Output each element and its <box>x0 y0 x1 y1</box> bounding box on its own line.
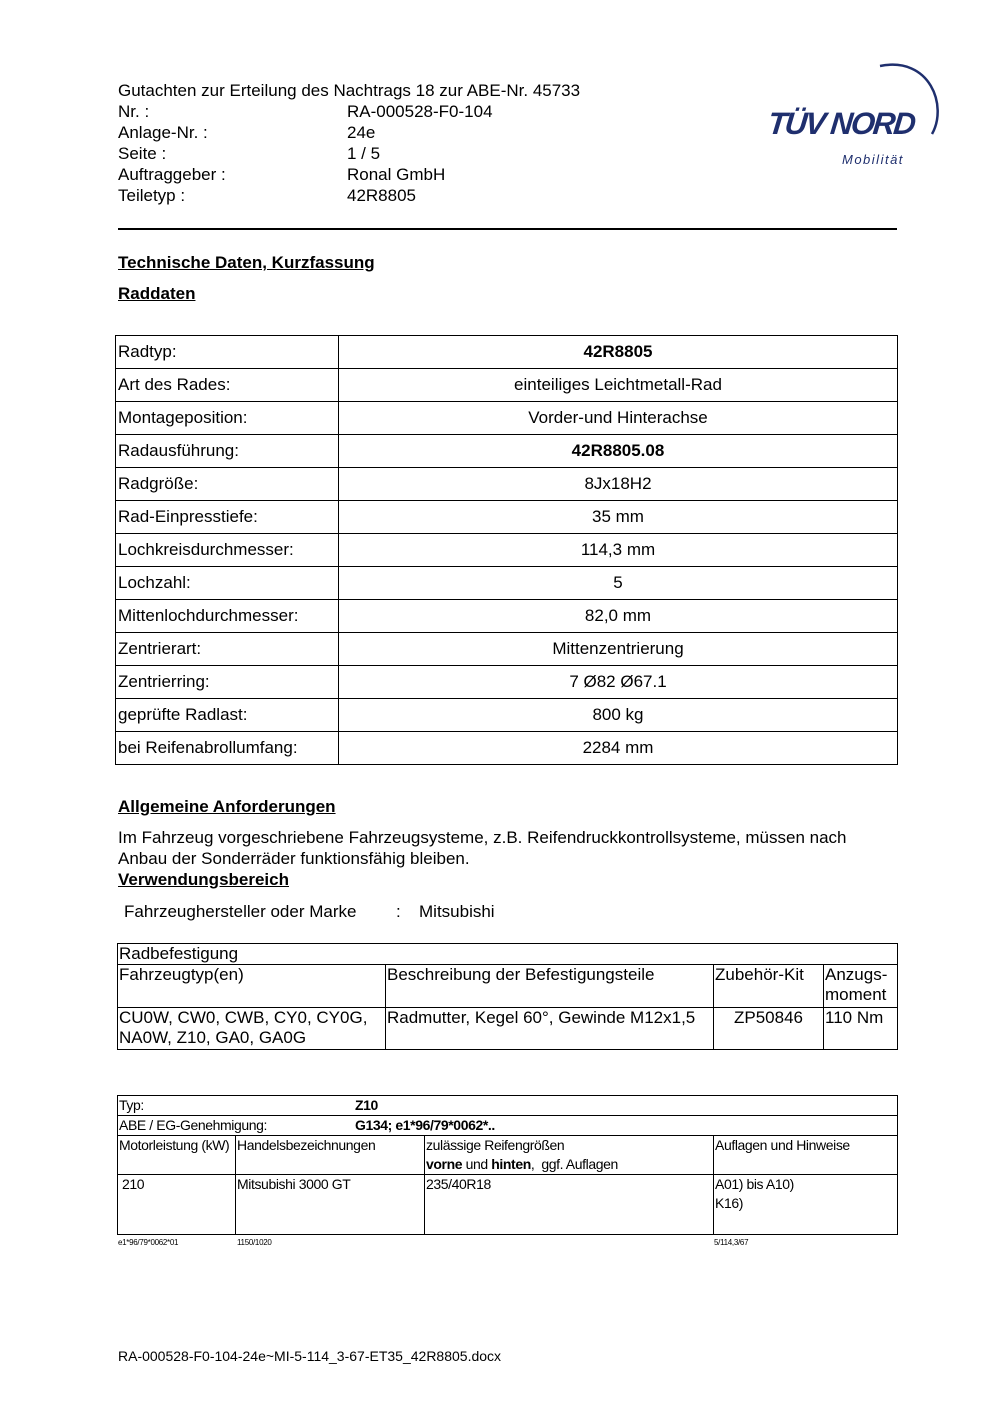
reifen-cell: 235/40R18 <box>425 1175 714 1235</box>
raddaten-value: 114,3 mm <box>339 534 898 567</box>
motor-cell: 210 <box>118 1175 236 1235</box>
heading-raddaten: Raddaten <box>118 284 196 303</box>
table-row <box>116 699 898 732</box>
raddaten-value: 42R8805.08 <box>339 435 898 468</box>
moment-cell: 110 Nm <box>824 1008 898 1050</box>
column-header-auflagen: Auflagen und Hinweise <box>714 1136 898 1175</box>
column-header: Beschreibung der Befestigungsteile <box>386 965 714 1008</box>
hersteller-label: Fahrzeughersteller oder Marke <box>124 902 357 921</box>
small-code-a: e1*96/79*0062*01 <box>118 1238 179 1247</box>
table-row <box>116 666 898 699</box>
raddaten-label: Rad-Einpresstiefe: <box>116 501 339 534</box>
reifen-rest: , ggf. Auflagen <box>530 1156 618 1172</box>
reifen-vorne: vorne <box>426 1156 463 1172</box>
raddaten-label: Zentrierring: <box>116 666 339 699</box>
kit-cell: ZP50846 <box>714 1008 824 1050</box>
raddaten-label: Montageposition: <box>116 402 339 435</box>
radbefestigung-title: Radbefestigung <box>118 944 898 965</box>
raddaten-label: Art des Rades: <box>116 369 339 402</box>
column-header: Zubehör-Kit <box>714 965 824 1008</box>
heading-allgemeine-anforderungen: Allgemeine Anforderungen <box>118 797 336 816</box>
raddaten-label: Radgröße: <box>116 468 339 501</box>
raddaten-value: 8Jx18H2 <box>339 468 898 501</box>
hersteller-separator: : <box>396 902 401 921</box>
raddaten-label: Lochkreisdurchmesser: <box>116 534 339 567</box>
logo-text: TÜV NORD <box>766 106 916 141</box>
field-label-nr: Nr. : <box>118 102 150 121</box>
reifen-und: und <box>462 1156 492 1172</box>
raddaten-label: Mittenlochdurchmesser: <box>116 600 339 633</box>
column-header-reifen <box>425 1136 714 1175</box>
raddaten-label: Radausführung: <box>116 435 339 468</box>
field-label-anlage: Anlage-Nr. : <box>118 123 208 142</box>
raddaten-label: Radtyp: <box>116 336 339 369</box>
table-row <box>116 501 898 534</box>
column-header-handel: Handelsbezeichnungen <box>236 1136 425 1175</box>
table-row <box>116 468 898 501</box>
raddaten-label: Zentrierart: <box>116 633 339 666</box>
table-row <box>118 965 898 1008</box>
raddaten-label: bei Reifenabrollumfang: <box>116 732 339 765</box>
field-value-auftraggeber: Ronal GmbH <box>347 165 446 184</box>
field-label-teiletyp: Teiletyp : <box>118 186 186 205</box>
table-row <box>118 944 898 965</box>
table-row <box>118 1116 898 1136</box>
radbefestigung-table <box>117 943 898 1050</box>
field-value-nr: RA-000528-F0-104 <box>347 102 493 121</box>
fahrzeugtypen-cell: CU0W, CW0, CWB, CY0, CY0G, NA0W, Z10, GA0, GA0G <box>118 1008 386 1050</box>
raddaten-value: 800 kg <box>339 699 898 732</box>
field-label-auftraggeber: Auftraggeber : <box>118 165 226 184</box>
raddaten-value: einteiliges Leichtmetall-Rad <box>339 369 898 402</box>
raddaten-value: Mittenzentrierung <box>339 633 898 666</box>
table-row <box>118 1096 898 1116</box>
typ-value: Z10 <box>355 1097 378 1113</box>
column-header-motor: Motorleistung (kW) <box>118 1136 236 1175</box>
raddaten-value: Vorder-und Hinterachse <box>339 402 898 435</box>
typ-table <box>117 1095 898 1235</box>
heading-technische-daten: Technische Daten, Kurzfassung <box>118 253 375 272</box>
raddaten-value: 42R8805 <box>339 336 898 369</box>
small-code-b: 1150/1020 <box>237 1238 272 1247</box>
table-row <box>116 600 898 633</box>
table-row <box>116 369 898 402</box>
reifen-header-line2 <box>426 1155 712 1174</box>
typ-label: Typ: <box>119 1097 144 1113</box>
handel-cell: Mitsubishi 3000 GT <box>236 1175 425 1235</box>
raddaten-label: Lochzahl: <box>116 567 339 600</box>
table-row <box>116 435 898 468</box>
hersteller-line <box>124 902 495 922</box>
table-row <box>118 1008 898 1050</box>
table-row <box>116 534 898 567</box>
reifen-hinten: hinten <box>491 1156 531 1172</box>
raddaten-value: 5 <box>339 567 898 600</box>
raddaten-value: 2284 mm <box>339 732 898 765</box>
raddaten-table <box>115 335 898 765</box>
table-row <box>116 732 898 765</box>
abe-value: G134; e1*96/79*0062*.. <box>355 1117 495 1133</box>
table-row <box>116 336 898 369</box>
report-title: Gutachten zur Erteilung des Nachtrags 18 zur ABE-Nr. 45733 <box>118 81 581 100</box>
hersteller-value: Mitsubishi <box>419 902 495 921</box>
field-label-seite: Seite : <box>118 144 167 163</box>
header-divider <box>118 228 897 230</box>
raddaten-value: 7 Ø82 Ø67.1 <box>339 666 898 699</box>
field-value-anlage: 24e <box>347 123 376 142</box>
column-header: Anzugs-moment <box>824 965 898 1008</box>
abe-label: ABE / EG-Genehmigung: <box>119 1117 268 1133</box>
column-header: Fahrzeugtyp(en) <box>118 965 386 1008</box>
auflagen-cell <box>714 1175 898 1235</box>
beschreibung-cell: Radmutter, Kegel 60°, Gewinde M12x1,5 <box>386 1008 714 1050</box>
raddaten-label: geprüfte Radlast: <box>116 699 339 732</box>
table-row <box>118 1175 898 1235</box>
table-row <box>116 633 898 666</box>
reifen-header-line1: zulässige Reifengrößen <box>426 1137 565 1153</box>
heading-verwendungsbereich: Verwendungsbereich <box>118 870 289 889</box>
table-row <box>116 402 898 435</box>
header-fields <box>118 101 647 206</box>
field-value-seite: 1 / 5 <box>347 144 381 163</box>
small-code-c: 5/114,3/67 <box>714 1238 749 1247</box>
raddaten-value: 35 mm <box>339 501 898 534</box>
allgemeine-text: Im Fahrzeug vorgeschriebene Fahrzeugsysteme, z.B. Reifendruckkontrollsysteme, müssen nach Anbau der Sonderräder funktionsfähig bleiben. <box>118 828 847 868</box>
table-row <box>116 567 898 600</box>
footer-filename: RA-000528-F0-104-24e~MI-5-114_3-67-ET35_42R8805.docx <box>118 1348 502 1364</box>
logo-subtitle: Mobilität <box>842 152 904 167</box>
table-row <box>118 1136 898 1175</box>
auflagen-line2: K16) <box>715 1195 743 1211</box>
raddaten-value: 82,0 mm <box>339 600 898 633</box>
field-value-teiletyp: 42R8805 <box>347 186 417 205</box>
auflagen-line1: A01) bis A10) <box>715 1176 794 1192</box>
